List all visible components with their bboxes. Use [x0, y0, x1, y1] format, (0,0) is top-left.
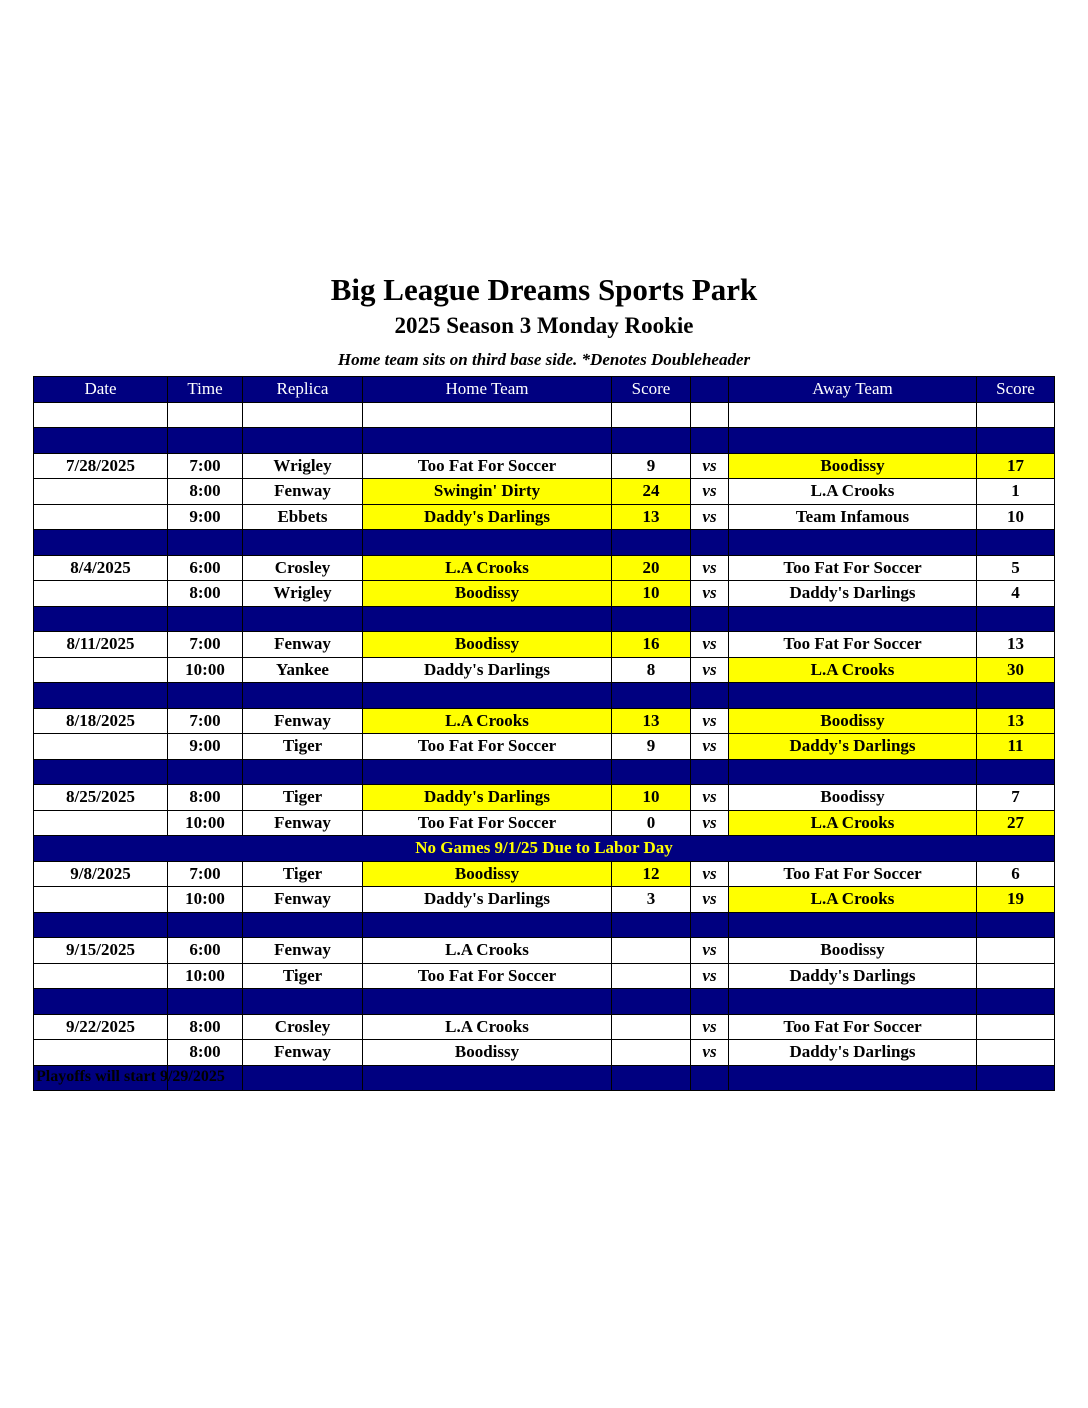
cell-replica: Wrigley: [243, 581, 363, 607]
empty-cell: [729, 683, 977, 709]
cell-date: [34, 504, 168, 530]
table-row: [34, 504, 1055, 530]
cell-away-score: 4: [977, 581, 1055, 607]
empty-cell: [729, 759, 977, 785]
cell-away-team: L.A Crooks: [729, 810, 977, 836]
cell-home-score: [612, 938, 691, 964]
cell-replica: Wrigley: [243, 453, 363, 479]
banner-row: [34, 836, 1055, 862]
empty-cell: [729, 530, 977, 556]
empty-cell: [977, 530, 1055, 556]
col-header-replica: Replica: [243, 377, 363, 403]
cell-home-score: 13: [612, 708, 691, 734]
empty-cell: [363, 1065, 612, 1091]
empty-cell: [612, 683, 691, 709]
cell-date: [34, 479, 168, 505]
cell-date: 8/18/2025: [34, 708, 168, 734]
empty-cell: [363, 606, 612, 632]
cell-vs: vs: [691, 887, 729, 913]
cell-home-score: 12: [612, 861, 691, 887]
cell-vs: vs: [691, 453, 729, 479]
cell-away-team: Boodissy: [729, 453, 977, 479]
cell-away-score: 1: [977, 479, 1055, 505]
cell-away-team: Too Fat For Soccer: [729, 632, 977, 658]
cell-home-score: 24: [612, 479, 691, 505]
empty-cell: [729, 1065, 977, 1091]
table-row: [34, 453, 1055, 479]
cell-vs: vs: [691, 555, 729, 581]
cell-home-team: Daddy's Darlings: [363, 657, 612, 683]
cell-away-score: 17: [977, 453, 1055, 479]
home-team-note: Home team sits on third base side. *Denotes Doubleheader: [337, 350, 751, 369]
cell-home-team: Boodissy: [363, 861, 612, 887]
empty-cell: [34, 759, 168, 785]
cell-away-team: L.A Crooks: [729, 887, 977, 913]
cell-away-team: Too Fat For Soccer: [729, 555, 977, 581]
table-row: [34, 581, 1055, 607]
empty-cell: [243, 606, 363, 632]
cell-replica: Fenway: [243, 632, 363, 658]
empty-cell: [363, 759, 612, 785]
cell-replica: Fenway: [243, 810, 363, 836]
empty-cell: [363, 428, 612, 454]
cell-away-team: Team Infamous: [729, 504, 977, 530]
empty-cell: [363, 989, 612, 1015]
cell-vs: vs: [691, 963, 729, 989]
table-row: [34, 479, 1055, 505]
empty-cell: [243, 530, 363, 556]
empty-cell: [363, 912, 612, 938]
empty-cell: [612, 912, 691, 938]
cell-away-score: 6: [977, 861, 1055, 887]
cell-vs: vs: [691, 581, 729, 607]
spacer-row: [34, 912, 1055, 938]
empty-cell: [612, 402, 691, 428]
cell-vs: vs: [691, 734, 729, 760]
empty-cell: [168, 683, 243, 709]
empty-cell: [168, 530, 243, 556]
col-header-home-score: Score: [612, 377, 691, 403]
empty-cell: [612, 428, 691, 454]
cell-away-team: Too Fat For Soccer: [729, 861, 977, 887]
cell-replica: Fenway: [243, 708, 363, 734]
empty-cell: [977, 606, 1055, 632]
cell-home-team: Daddy's Darlings: [363, 887, 612, 913]
cell-home-team: Too Fat For Soccer: [363, 810, 612, 836]
empty-cell: [691, 606, 729, 632]
cell-home-team: Daddy's Darlings: [363, 504, 612, 530]
cell-time: 8:00: [168, 1014, 243, 1040]
empty-cell: [729, 402, 977, 428]
empty-cell: [243, 912, 363, 938]
empty-cell: [977, 989, 1055, 1015]
empty-cell: [34, 912, 168, 938]
banner-text: No Games 9/1/25 Due to Labor Day: [34, 836, 1055, 862]
cell-time: 9:00: [168, 734, 243, 760]
table-row: [34, 632, 1055, 658]
cell-replica: Fenway: [243, 938, 363, 964]
cell-away-team: Daddy's Darlings: [729, 963, 977, 989]
cell-away-score: 11: [977, 734, 1055, 760]
empty-cell: [168, 606, 243, 632]
table-header-row: [34, 377, 1055, 403]
empty-cell: [363, 683, 612, 709]
empty-cell: [729, 606, 977, 632]
table-row: [34, 555, 1055, 581]
schedule-table: [33, 376, 1055, 1091]
empty-cell: [168, 989, 243, 1015]
cell-vs: vs: [691, 504, 729, 530]
cell-away-team: Boodissy: [729, 938, 977, 964]
spacer-row: [34, 989, 1055, 1015]
page-subtitle: 2025 Season 3 Monday Rookie: [394, 313, 694, 338]
cell-time: 6:00: [168, 555, 243, 581]
spacer-row: [34, 428, 1055, 454]
cell-home-score: 0: [612, 810, 691, 836]
col-header-away-score: Score: [977, 377, 1055, 403]
empty-cell: [168, 759, 243, 785]
empty-cell: [612, 606, 691, 632]
empty-cell: [977, 759, 1055, 785]
empty-cell: [34, 683, 168, 709]
cell-away-team: Boodissy: [729, 708, 977, 734]
cell-replica: Tiger: [243, 963, 363, 989]
empty-cell: [977, 683, 1055, 709]
schedule-body: [34, 402, 1055, 1091]
empty-cell: [168, 428, 243, 454]
empty-cell: [977, 428, 1055, 454]
cell-time: 10:00: [168, 963, 243, 989]
empty-cell: [612, 1065, 691, 1091]
empty-cell: [34, 606, 168, 632]
cell-home-team: L.A Crooks: [363, 555, 612, 581]
cell-vs: vs: [691, 1040, 729, 1066]
cell-away-score: [977, 938, 1055, 964]
empty-cell: [243, 1065, 363, 1091]
empty-cell: [691, 530, 729, 556]
cell-replica: Fenway: [243, 479, 363, 505]
empty-cell: [691, 912, 729, 938]
col-header-home-team: Home Team: [363, 377, 612, 403]
empty-cell: [168, 402, 243, 428]
cell-home-score: 9: [612, 734, 691, 760]
cell-home-team: L.A Crooks: [363, 1014, 612, 1040]
cell-away-score: [977, 963, 1055, 989]
cell-time: 10:00: [168, 657, 243, 683]
cell-time: 9:00: [168, 504, 243, 530]
page-title: Big League Dreams Sports Park: [330, 272, 758, 307]
col-header-vs: [691, 377, 729, 403]
cell-away-team: L.A Crooks: [729, 479, 977, 505]
cell-vs: vs: [691, 861, 729, 887]
cell-home-score: 20: [612, 555, 691, 581]
table-row: [34, 734, 1055, 760]
cell-time: 8:00: [168, 479, 243, 505]
cell-vs: vs: [691, 785, 729, 811]
cell-away-team: L.A Crooks: [729, 657, 977, 683]
cell-date: [34, 1040, 168, 1066]
cell-home-score: 10: [612, 785, 691, 811]
cell-away-score: 13: [977, 632, 1055, 658]
table-row: [34, 1040, 1055, 1066]
cell-away-team: Daddy's Darlings: [729, 734, 977, 760]
cell-away-team: Too Fat For Soccer: [729, 1014, 977, 1040]
cell-away-score: 10: [977, 504, 1055, 530]
cell-home-team: L.A Crooks: [363, 708, 612, 734]
cell-date: 9/8/2025: [34, 861, 168, 887]
cell-date: [34, 887, 168, 913]
cell-home-team: Boodissy: [363, 581, 612, 607]
cell-date: 8/4/2025: [34, 555, 168, 581]
cell-date: [34, 734, 168, 760]
table-row: [34, 938, 1055, 964]
empty-cell: [612, 989, 691, 1015]
cell-replica: Tiger: [243, 785, 363, 811]
cell-replica: Fenway: [243, 1040, 363, 1066]
cell-away-score: 5: [977, 555, 1055, 581]
empty-cell: [243, 428, 363, 454]
empty-cell: [691, 989, 729, 1015]
cell-time: 8:00: [168, 1040, 243, 1066]
cell-replica: Fenway: [243, 887, 363, 913]
empty-cell: [363, 530, 612, 556]
cell-away-score: 7: [977, 785, 1055, 811]
playoffs-note: Playoffs will start 9/29/2025: [36, 1068, 225, 1085]
cell-date: 9/15/2025: [34, 938, 168, 964]
table-row: [34, 887, 1055, 913]
cell-vs: vs: [691, 1014, 729, 1040]
empty-cell: [977, 402, 1055, 428]
cell-home-team: Boodissy: [363, 632, 612, 658]
cell-vs: vs: [691, 938, 729, 964]
cell-time: 8:00: [168, 581, 243, 607]
cell-home-score: [612, 1040, 691, 1066]
cell-away-score: 19: [977, 887, 1055, 913]
empty-cell: [34, 530, 168, 556]
empty-cell: [977, 912, 1055, 938]
cell-replica: Yankee: [243, 657, 363, 683]
cell-home-score: [612, 963, 691, 989]
cell-away-score: 30: [977, 657, 1055, 683]
cell-time: 7:00: [168, 632, 243, 658]
empty-cell: [729, 428, 977, 454]
empty-cell: [243, 402, 363, 428]
cell-time: 7:00: [168, 453, 243, 479]
cell-date: [34, 963, 168, 989]
cell-home-score: [612, 1014, 691, 1040]
spacer-row: [34, 606, 1055, 632]
empty-cell: [691, 759, 729, 785]
empty-cell: [691, 428, 729, 454]
cell-home-score: 9: [612, 453, 691, 479]
empty-cell: [34, 428, 168, 454]
empty-cell: [977, 1065, 1055, 1091]
spacer-row: [34, 759, 1055, 785]
col-header-date: Date: [34, 377, 168, 403]
cell-date: [34, 581, 168, 607]
cell-away-score: [977, 1014, 1055, 1040]
spacer-row: [34, 530, 1055, 556]
empty-cell: [612, 530, 691, 556]
empty-cell: [243, 683, 363, 709]
empty-cell: [243, 989, 363, 1015]
cell-replica: Tiger: [243, 861, 363, 887]
empty-cell: [243, 759, 363, 785]
cell-time: 8:00: [168, 785, 243, 811]
cell-time: 10:00: [168, 887, 243, 913]
empty-cell: [729, 989, 977, 1015]
empty-cell: [34, 989, 168, 1015]
empty-cell: [691, 683, 729, 709]
table-row: [34, 963, 1055, 989]
empty-cell: [691, 1065, 729, 1091]
cell-home-team: L.A Crooks: [363, 938, 612, 964]
cell-vs: vs: [691, 479, 729, 505]
cell-time: 7:00: [168, 861, 243, 887]
cell-time: 6:00: [168, 938, 243, 964]
cell-time: 10:00: [168, 810, 243, 836]
empty-cell: [612, 759, 691, 785]
cell-date: [34, 657, 168, 683]
empty-cell: [363, 402, 612, 428]
cell-time: 7:00: [168, 708, 243, 734]
col-header-time: Time: [168, 377, 243, 403]
cell-away-score: [977, 1040, 1055, 1066]
cell-date: 8/25/2025: [34, 785, 168, 811]
cell-away-team: Daddy's Darlings: [729, 581, 977, 607]
cell-vs: vs: [691, 810, 729, 836]
cell-replica: Crosley: [243, 1014, 363, 1040]
cell-replica: Tiger: [243, 734, 363, 760]
cell-date: 9/22/2025: [34, 1014, 168, 1040]
cell-home-score: 10: [612, 581, 691, 607]
cell-home-team: Boodissy: [363, 1040, 612, 1066]
cell-vs: vs: [691, 632, 729, 658]
table-row: [34, 1014, 1055, 1040]
cell-home-team: Too Fat For Soccer: [363, 963, 612, 989]
empty-cell: [691, 402, 729, 428]
cell-home-score: 3: [612, 887, 691, 913]
cell-home-team: Too Fat For Soccer: [363, 453, 612, 479]
col-header-away-team: Away Team: [729, 377, 977, 403]
table-row: [34, 708, 1055, 734]
empty-cell: [729, 912, 977, 938]
empty-cell: [34, 402, 168, 428]
cell-home-team: Daddy's Darlings: [363, 785, 612, 811]
table-row: [34, 657, 1055, 683]
table-row: [34, 785, 1055, 811]
table-row: [34, 810, 1055, 836]
spacer-row: [34, 683, 1055, 709]
cell-replica: Crosley: [243, 555, 363, 581]
cell-replica: Ebbets: [243, 504, 363, 530]
cell-date: 8/11/2025: [34, 632, 168, 658]
blank-row: [34, 402, 1055, 428]
cell-home-score: 8: [612, 657, 691, 683]
cell-vs: vs: [691, 708, 729, 734]
cell-away-score: 27: [977, 810, 1055, 836]
cell-away-team: Boodissy: [729, 785, 977, 811]
table-row: [34, 861, 1055, 887]
cell-home-score: 13: [612, 504, 691, 530]
cell-away-score: 13: [977, 708, 1055, 734]
cell-away-team: Daddy's Darlings: [729, 1040, 977, 1066]
cell-date: 7/28/2025: [34, 453, 168, 479]
cell-home-team: Too Fat For Soccer: [363, 734, 612, 760]
cell-vs: vs: [691, 657, 729, 683]
cell-date: [34, 810, 168, 836]
cell-home-score: 16: [612, 632, 691, 658]
empty-cell: [168, 912, 243, 938]
cell-home-team: Swingin' Dirty: [363, 479, 612, 505]
